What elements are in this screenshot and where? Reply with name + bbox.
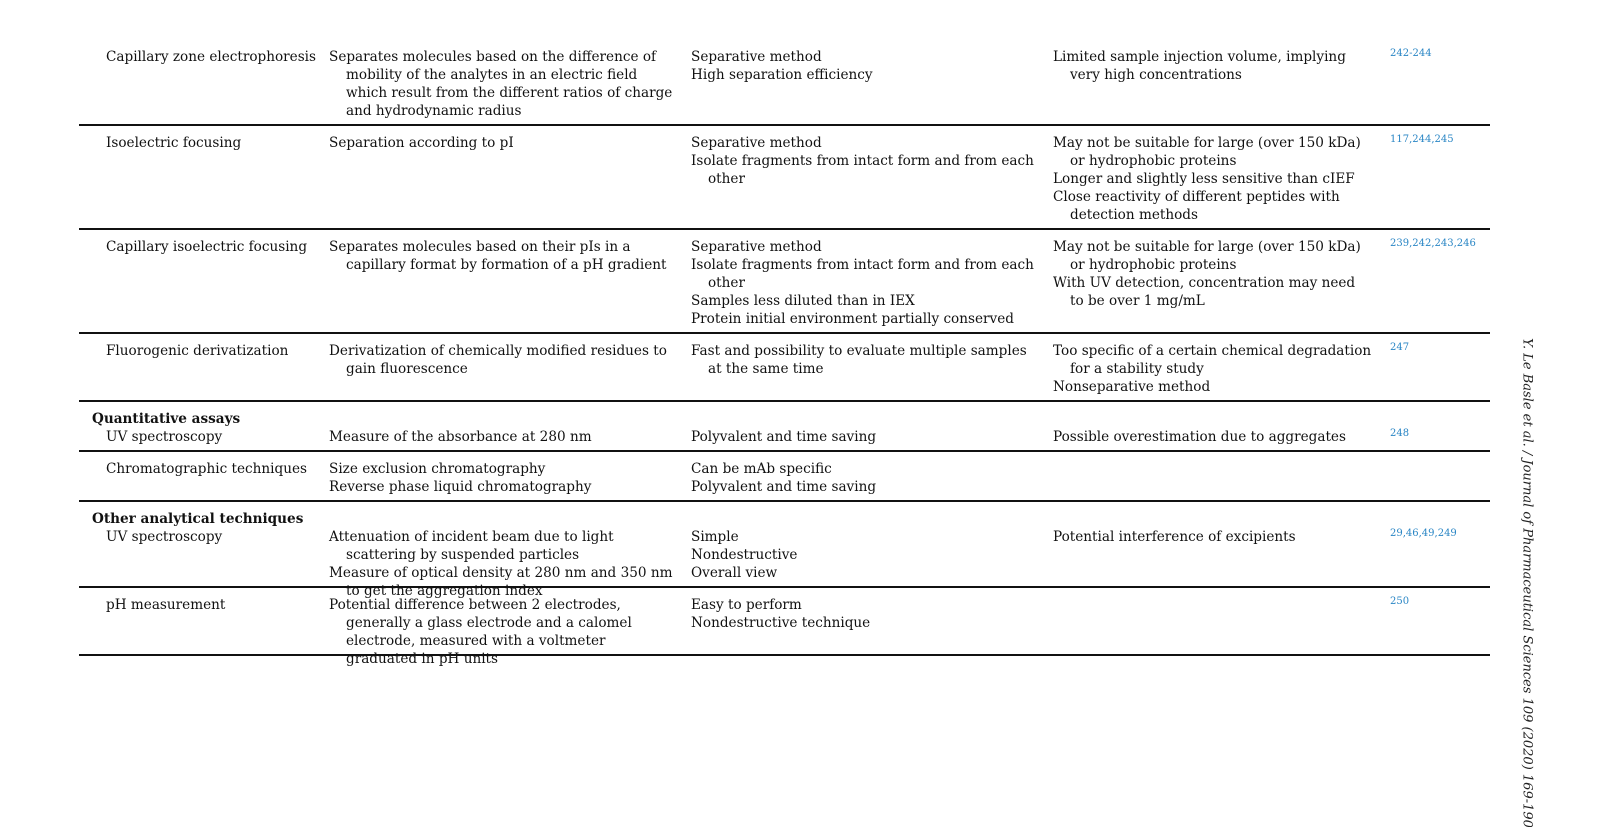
principle-cell [329,428,679,446]
limitations-cell [1053,428,1373,446]
reference-link[interactable]: 239,242,243,246 [1390,238,1476,249]
method-name: Fluorogenic derivatization [106,343,289,359]
advantages-cell-item: Nondestructive [691,547,798,563]
advantages-cell [691,428,1041,446]
principle-cell-item: Separates molecules based on their pIs in a capillary format by formation of a pH gradient [329,239,667,273]
limitations-cell-item: May not be suitable for large (over 150 kDa) or hydrophobic proteins [1053,239,1361,273]
section-heading: Other analytical techniques [92,511,304,527]
limitations-cell [1053,48,1373,84]
principle-cell-item: Measure of the absorbance at 280 nm [329,429,592,445]
advantages-cell-item: Protein initial environment partially conserved [691,311,1014,327]
advantages-cell-item: Separative method [691,49,822,65]
table-row [79,334,1490,402]
section-heading: Quantitative assays [92,411,241,427]
reference-link[interactable]: 248 [1390,428,1410,439]
advantages-cell-item: Overall view [691,565,778,581]
limitations-cell-item: Possible overestimation due to aggregates [1053,429,1346,445]
limitations-cell [1053,238,1373,310]
table-row [79,126,1490,230]
limitations-cell-item: Close reactivity of different peptides with detection methods [1053,189,1340,223]
advantages-cell-item: Fast and possibility to evaluate multiple samples at the same time [691,343,1027,377]
advantages-cell-item: Can be mAb specific [691,461,832,477]
limitations-cell-item: Too specific of a certain chemical degradation for a stability study [1053,343,1372,377]
table-row [79,48,1490,126]
principle-cell [329,596,679,668]
advantages-cell [691,238,1041,328]
table-row [79,452,1490,502]
method-name: Chromatographic techniques [106,461,307,477]
table-row [79,588,1490,667]
principle-cell [329,134,679,152]
limitations-cell [1053,342,1373,396]
advantages-cell-item: Easy to perform [691,597,802,613]
advantages-cell [691,48,1041,84]
reference-link[interactable]: 247 [1390,342,1410,353]
reference-link[interactable]: 117,244,245 [1390,134,1454,145]
running-footer [1517,337,1537,827]
principle-cell-item: Separates molecules based on the difference of mobility of the analytes in an electric field which result from the different ratios of charge and hydrodynamic radius [329,49,673,119]
reference-link[interactable]: 29,46,49,249 [1390,528,1457,539]
advantages-cell-item: High separation efficiency [691,67,873,83]
principle-cell-item: Measure of optical density at 280 nm and 350 nm to get the aggregation index [329,565,673,599]
advantages-cell-item: Polyvalent and time saving [691,479,877,495]
table-row [79,230,1490,334]
limitations-cell-item: Limited sample injection volume, implying very high concentrations [1053,49,1346,83]
limitations-cell [1053,528,1373,546]
analytical-methods-table [79,48,1490,667]
method-name: Capillary isoelectric focusing [106,239,308,255]
limitations-cell-item: Nonseparative method [1053,379,1211,395]
advantages-cell [691,342,1041,378]
method-name: Capillary zone electrophoresis [106,49,316,65]
advantages-cell [691,460,1041,496]
advantages-cell-item: Isolate fragments from intact form and from each other [691,257,1034,291]
limitations-cell-item: With UV detection, concentration may need to be over 1 mg/mL [1053,275,1356,309]
principle-cell [329,48,679,120]
advantages-cell-item: Polyvalent and time saving [691,429,877,445]
advantages-cell-item: Nondestructive technique [691,615,871,631]
advantages-cell-item: Samples less diluted than in IEX [691,293,915,309]
table-row [79,402,1490,452]
advantages-cell-item: Separative method [691,239,822,255]
table-row [79,502,1490,599]
principle-cell-item: Derivatization of chemically modified residues to gain fluorescence [329,343,667,377]
principle-cell [329,460,679,496]
principle-cell-item: Potential difference between 2 electrodes, generally a glass electrode and a calomel electrode, measured with a voltmeter graduated in pH units [329,597,632,667]
reference-link[interactable]: 242-244 [1390,48,1432,59]
limitations-cell-item: Longer and slightly less sensitive than cIEF [1053,171,1355,187]
advantages-cell [691,596,1041,632]
principle-cell-item: Size exclusion chromatography [329,461,546,477]
principle-cell [329,238,679,274]
limitations-cell-item: May not be suitable for large (over 150 kDa) or hydrophobic proteins [1053,135,1361,169]
principle-cell [329,342,679,378]
advantages-cell-item: Simple [691,529,739,545]
advantages-cell [691,134,1041,188]
method-name: UV spectroscopy [106,429,223,445]
advantages-cell-item: Separative method [691,135,822,151]
limitations-cell-item: Potential interference of excipients [1053,529,1296,545]
limitations-cell [1053,134,1373,224]
method-name: UV spectroscopy [106,529,223,545]
advantages-cell-item: Isolate fragments from intact form and from each other [691,153,1034,187]
method-name: pH measurement [106,597,226,613]
reference-link[interactable]: 250 [1390,596,1410,607]
principle-cell-item: Attenuation of incident beam due to light scattering by suspended particles [329,529,614,563]
method-name: Isoelectric focusing [106,135,242,151]
principle-cell-item: Separation according to pI [329,135,514,151]
journal-citation: Y. Le Basle et al. / Journal of Pharmaceutical Sciences 109 (2020) 169-190 [1519,337,1535,827]
principle-cell-item: Reverse phase liquid chromatography [329,479,592,495]
advantages-cell [691,528,1041,582]
